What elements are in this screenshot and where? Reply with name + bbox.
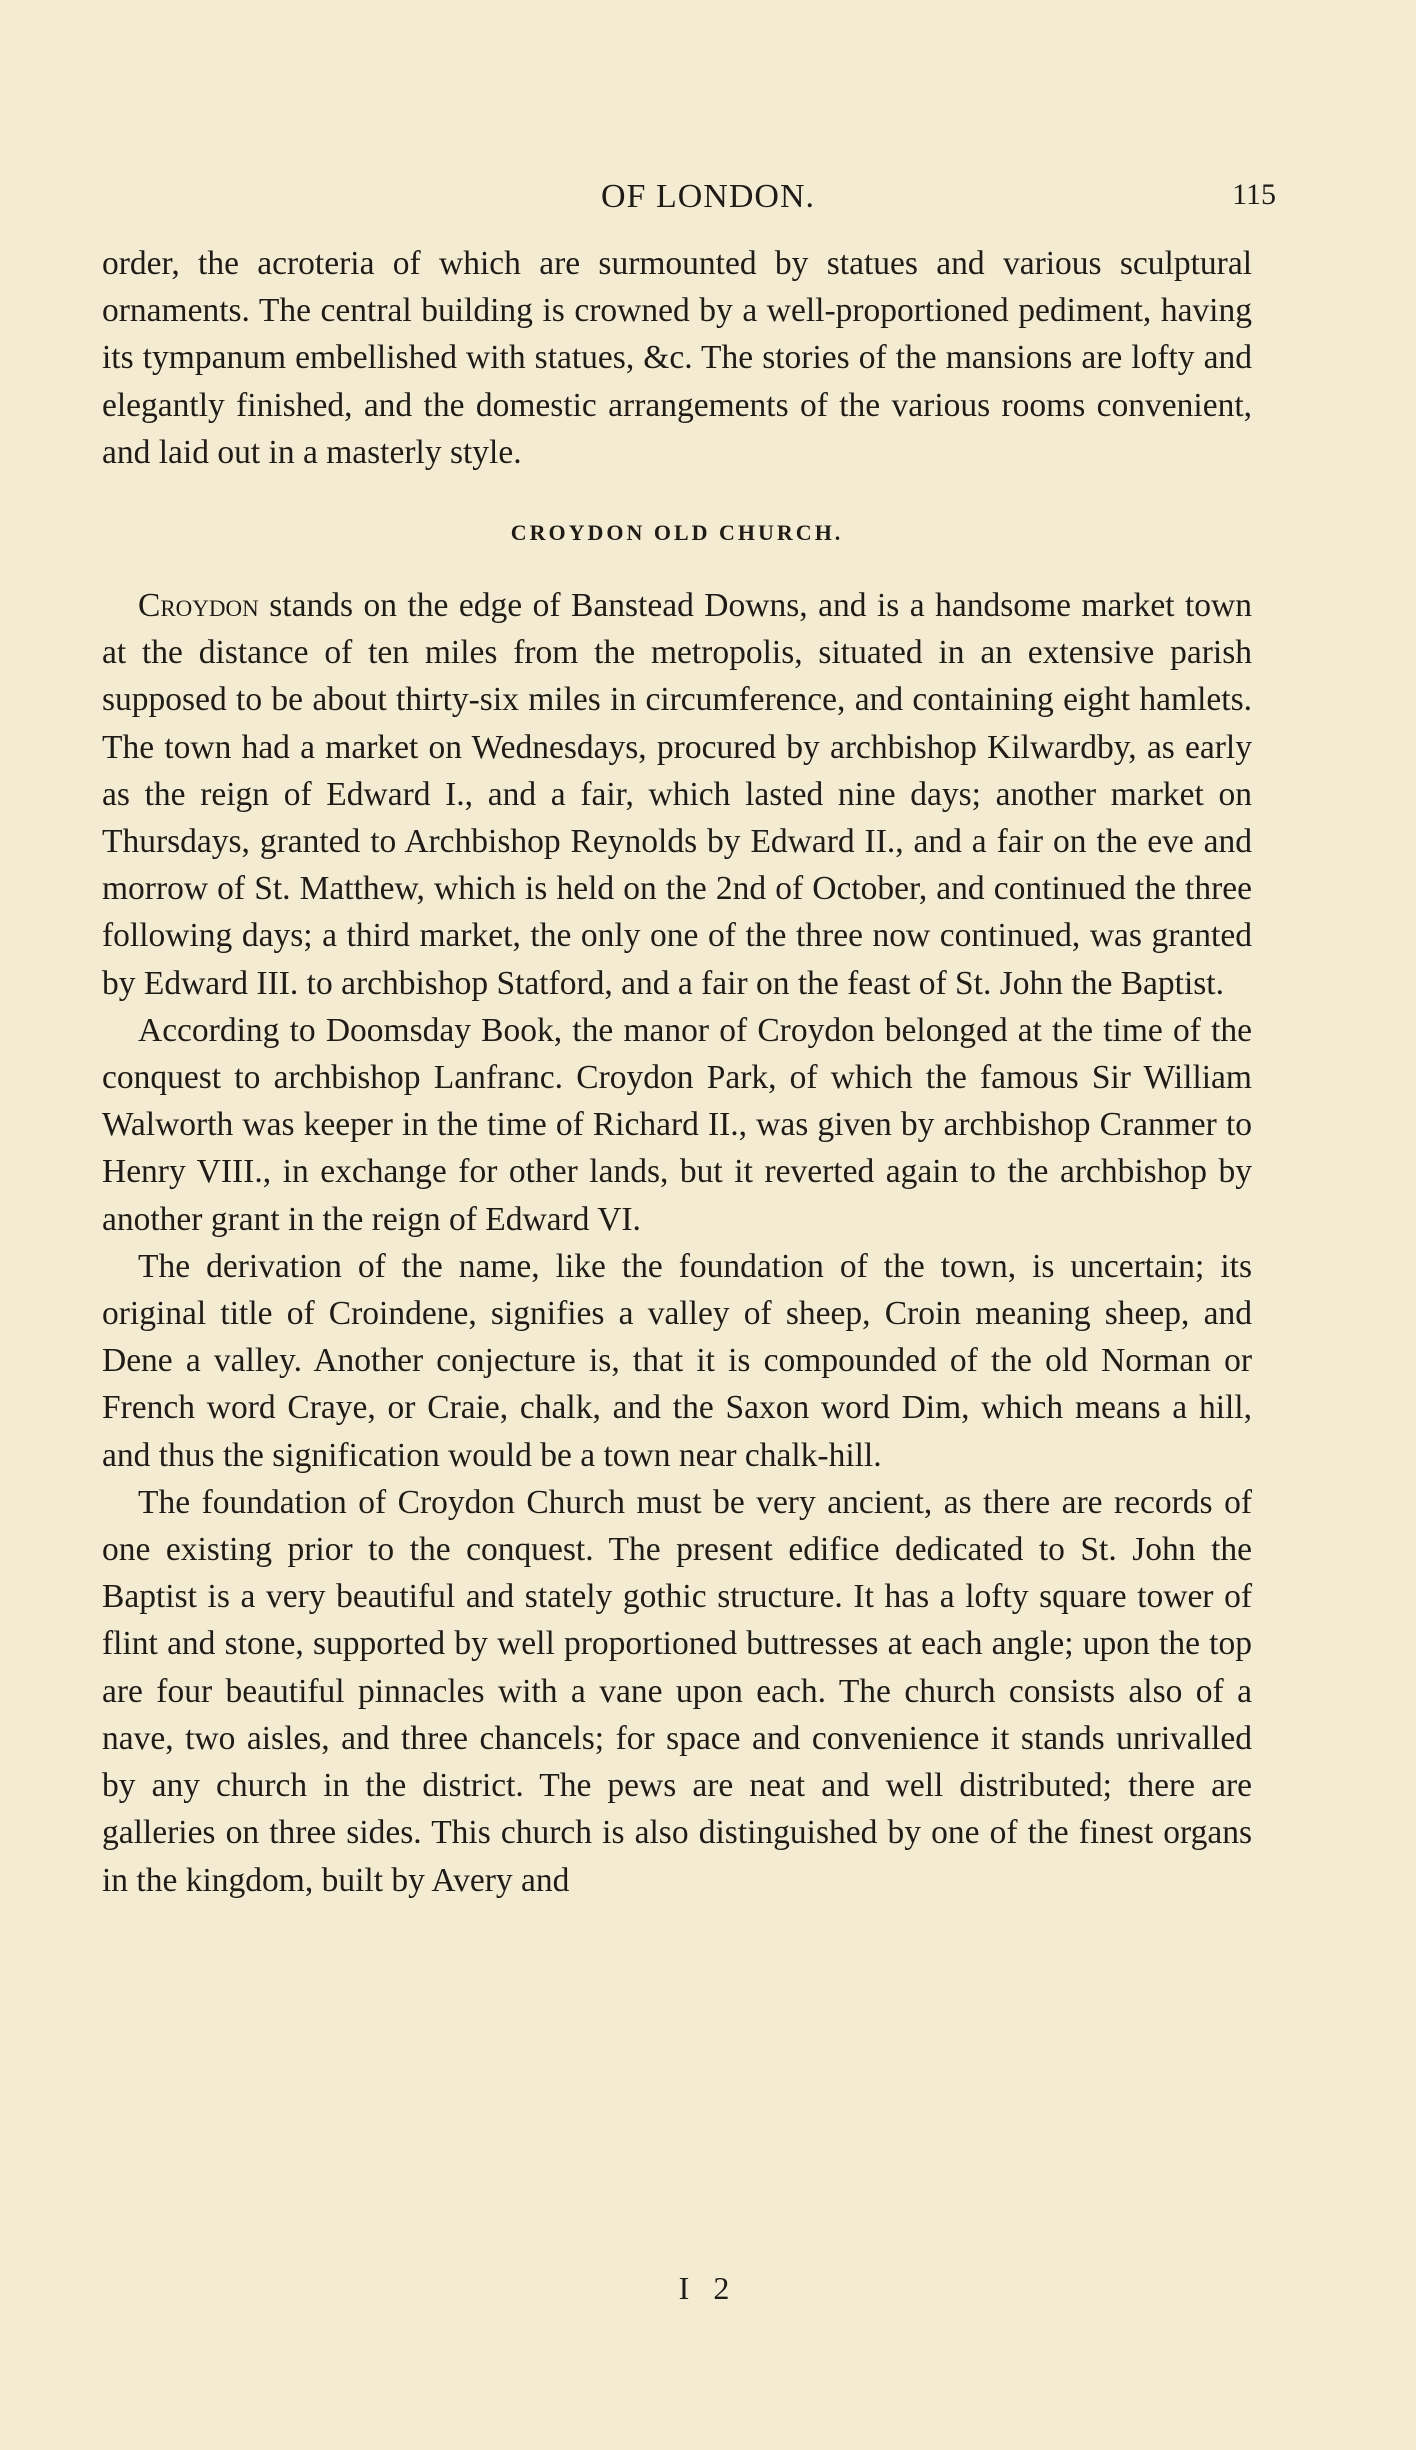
paragraph-church-foundation: The foundation of Croydon Church must be very ancient, as there are records of one existing prior to the conquest. The present edifice dedicated to St. John the Baptist is a very beautiful and stately gothic structure. It has a lofty square tower of flint and stone, supported by well proportioned buttresses at each angle; upon the top are four beautiful pinnacles with a vane upon each. The church consists also of a nave, two aisles, and three chancels; for space and convenience it stands unrivalled by any church in the district. The pews are neat and well distributed; there are galleries on three sides. This church is also distinguished by one of the finest organs in the kingdom, built by Avery and: [102, 1483, 1252, 1899]
intro-paragraph: order, the acroteria of which are surmounted by statues and various sculptural ornaments. The central building is crowned by a well-proportioned pediment, having its tympanum embellished with statues, &c. The stories of the mansions are lofty and elegantly finished, and the domestic arrangements of the various rooms convenient, and laid out in a masterly style.: [102, 245, 1252, 471]
running-head: [0, 178, 1416, 228]
paragraph-croydon: [102, 582, 1252, 1007]
page-number: 115: [1232, 178, 1276, 211]
running-title: OF LONDON.: [601, 178, 815, 215]
section-heading: CROYDON OLD CHURCH.: [510, 520, 844, 546]
paragraph-text: stands on the edge of Banstead Downs, and is a handsome market town at the distance of ten miles from the metropolis, situated in an extensive parish supposed to be about thirty-six miles in circumference, and containing eight hamlets. The town had a market on Wednesdays, procured by archbishop Kilwardby, as early as the reign of Edward I., and a fair, which lasted nine days; another market on Thursdays, granted to Archbishop Reynolds by Edward II., and a fair on the eve and morrow of St. Matthew, which is held on the 2nd of October, and continued the three following days; a third market, the only one of the three now continued, was granted by Edward III. to archbishop Statford, and a fair on the feast of St. John the Baptist.: [102, 587, 1252, 1002]
paragraph-doomsday: According to Doomsday Book, the manor of Croydon belonged at the time of the conquest to archbishop Lanfranc. Croydon Park, of which the famous Sir William Walworth was keeper in the time of Richard II., was given by archbishop Cranmer to Henry VIII., in exchange for other lands, but it reverted again to the archbishop by another grant in the reign of Edward VI.: [102, 1011, 1252, 1238]
lead-word: Croydon: [138, 587, 259, 625]
body-text: [102, 240, 1252, 1904]
signature-mark: I 2: [678, 2270, 738, 2306]
paragraph-derivation: The derivation of the name, like the foundation of the town, is uncertain; its original title of Croindene, signifies a valley of sheep, Croin meaning sheep, and Dene a valley. Another conjecture is, that it is compounded of the old Norman or French word Craye, or Craie, chalk, and the Saxon word Dim, which means a hill, and thus the signification would be a town near chalk-hill.: [102, 1247, 1252, 1474]
